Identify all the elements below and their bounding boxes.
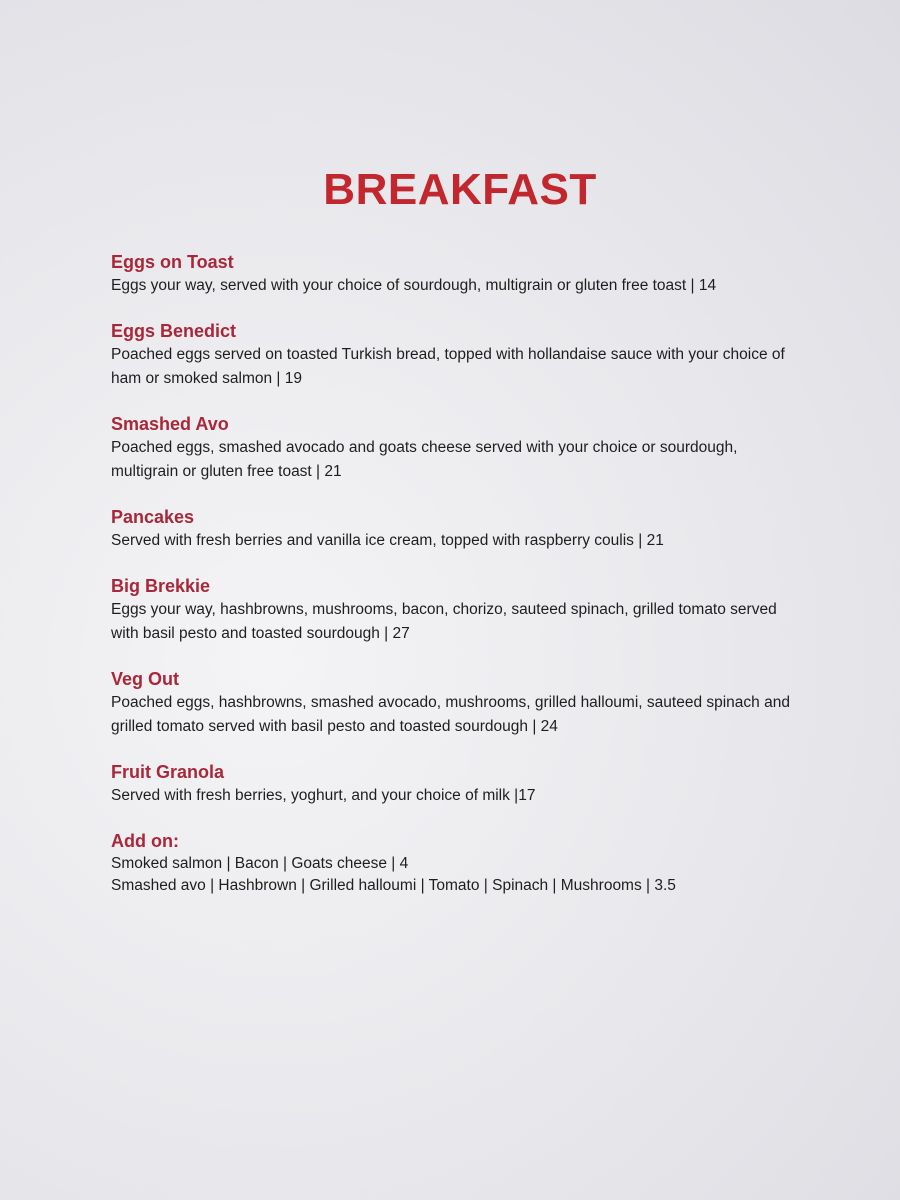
item-description: Poached eggs served on toasted Turkish bread, topped with hollandaise sauce with your choice of ham or smoked salmon | 19	[111, 346, 785, 387]
item-description: Poached eggs, smashed avocado and goats cheese served with your choice or sourdough, multigrain or gluten free toast | 21	[111, 439, 738, 480]
item-name: Smashed Avo	[111, 414, 229, 434]
add-on-section	[111, 829, 811, 897]
item-name: Eggs on Toast	[111, 252, 234, 272]
item-description: Eggs your way, served with your choice of sourdough, multigrain or gluten free toast | 14	[111, 277, 717, 294]
add-on-line: Smoked salmon | Bacon | Goats cheese | 4	[111, 855, 409, 872]
menu-item-eggs-benedict	[111, 319, 811, 391]
menu-items	[111, 250, 811, 897]
item-description: Poached eggs, hashbrowns, smashed avocado, mushrooms, grilled halloumi, sauteed spinach and grilled tomato served with basil pesto and toasted sourdough | 24	[111, 694, 790, 735]
add-on-heading: Add on:	[111, 831, 179, 851]
menu-title: BREAKFAST	[323, 165, 597, 214]
item-name: Veg Out	[111, 669, 180, 689]
menu-item-big-brekkie	[111, 574, 811, 646]
menu-item-pancakes	[111, 505, 811, 553]
add-on-line: Smashed avo | Hashbrown | Grilled halloumi | Tomato | Spinach | Mushrooms | 3.5	[111, 877, 676, 894]
item-name: Pancakes	[111, 507, 195, 527]
item-name: Eggs Benedict	[111, 321, 237, 341]
item-name: Big Brekkie	[111, 576, 211, 596]
menu-item-smashed-avo	[111, 412, 811, 484]
menu-item-veg-out	[111, 667, 811, 739]
item-description: Eggs your way, hashbrowns, mushrooms, bacon, chorizo, sauteed spinach, grilled tomato served with basil pesto and toasted sourdough | 27	[111, 601, 777, 642]
menu-item-fruit-granola	[111, 760, 811, 808]
item-name: Fruit Granola	[111, 762, 225, 782]
item-description: Served with fresh berries, yoghurt, and your choice of milk |17	[111, 787, 536, 804]
menu-item-eggs-on-toast	[111, 250, 811, 298]
item-description: Served with fresh berries and vanilla ice cream, topped with raspberry coulis | 21	[111, 532, 664, 549]
